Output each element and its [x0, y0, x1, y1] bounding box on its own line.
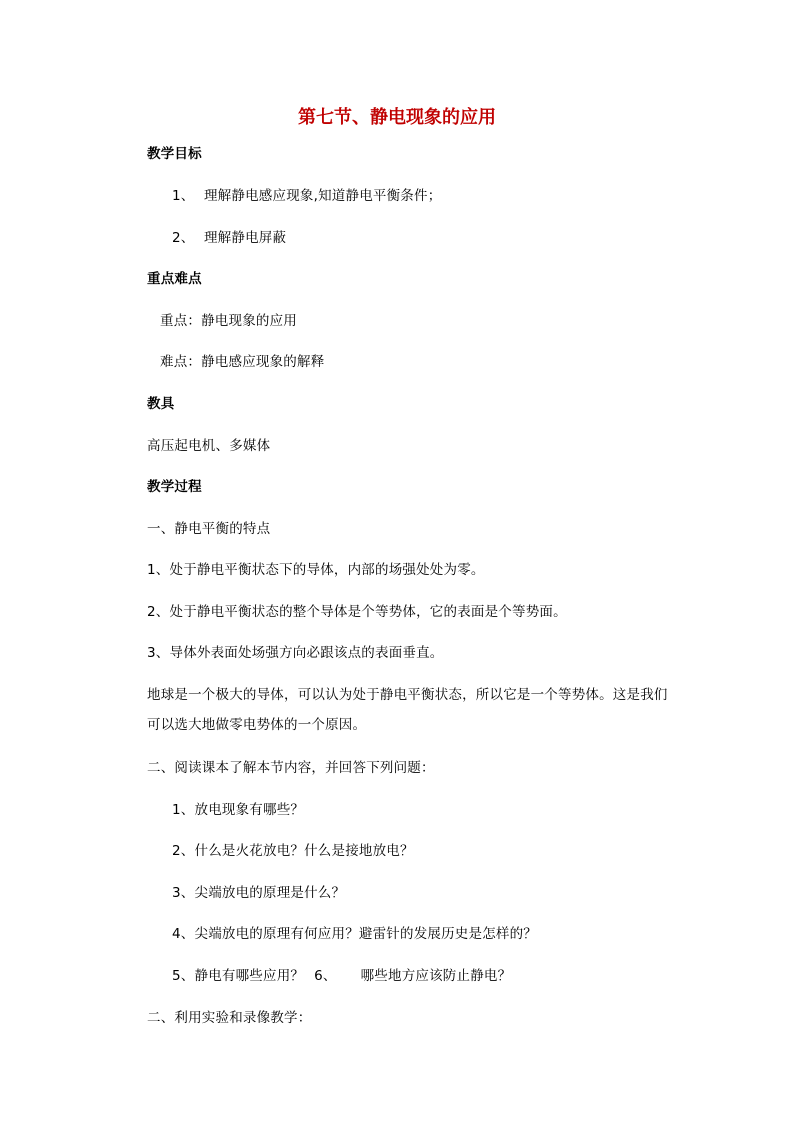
objective-text: 理解静电屏蔽: [204, 230, 287, 246]
objective-text: 理解静电感应现象,知道静电平衡条件；: [204, 188, 442, 204]
objective-number: 2、: [172, 230, 195, 246]
feature-point: 2、处于静电平衡状态的整个导体是个等势体，它的表面是个等势面。: [147, 604, 567, 620]
key-point-text: 重点：静电现象的应用: [160, 313, 297, 329]
objectives-heading: 教学目标: [147, 146, 202, 162]
question-6-number: 6、: [314, 968, 337, 984]
section-title: 二、阅读课本了解本节内容，并回答下列问题：: [147, 760, 435, 776]
process-heading: 教学过程: [147, 479, 202, 495]
question-item: 2、什么是火花放电？什么是接地放电？: [172, 843, 414, 859]
paragraph-line: 地球是一个极大的导体，可以认为处于静电平衡状态，所以它是一个等势体。这是我们: [147, 687, 668, 703]
question-6-text: 哪些地方应该防止静电？: [360, 968, 512, 984]
objective-number: 1、: [172, 188, 195, 204]
section-title: 一、静电平衡的特点: [147, 521, 271, 537]
feature-point: 3、导体外表面处场强方向必跟该点的表面垂直。: [147, 645, 444, 661]
objective-item: [172, 186, 441, 206]
key-points-heading: 重点难点: [147, 271, 202, 287]
document-title: 第七节、静电现象的应用: [298, 107, 496, 128]
question-item: 1、放电现象有哪些？: [172, 802, 305, 818]
section-title: 二、利用实验和录像教学：: [147, 1010, 312, 1026]
question-5-text: 5、静电有哪些应用？: [172, 968, 305, 984]
aids-text: 高压起电机、多媒体: [147, 438, 271, 454]
paragraph-line: 可以选大地做零电势体的一个原因。: [147, 717, 367, 733]
objective-item: [172, 228, 286, 248]
difficult-point-text: 难点：静电感应现象的解释: [160, 354, 325, 370]
question-item: 4、尖端放电的原理有何应用？避雷针的发展历史是怎样的？: [172, 926, 537, 942]
feature-point: 1、处于静电平衡状态下的导体，内部的场强处处为零。: [147, 562, 485, 578]
aids-heading: 教具: [147, 396, 175, 412]
question-item: 3、尖端放电的原理是什么？: [172, 885, 346, 901]
question-item: [172, 966, 511, 986]
